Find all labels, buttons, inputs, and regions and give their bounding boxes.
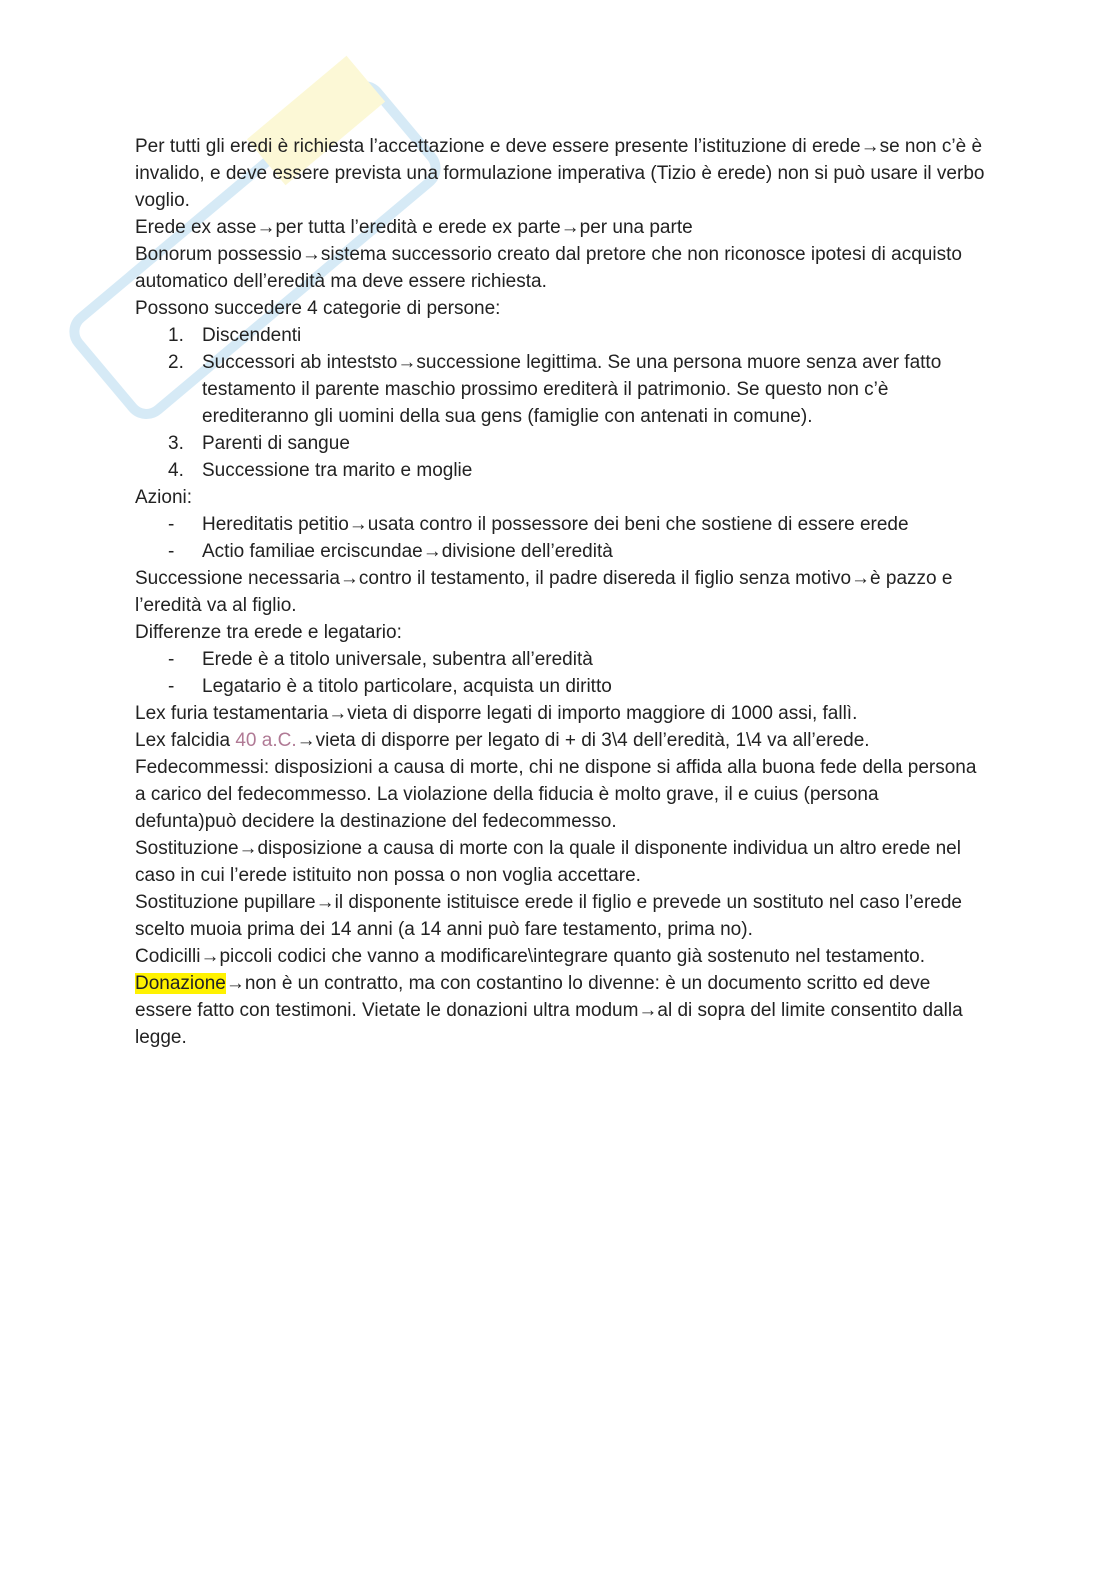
lex-falcidia-text: →vieta di disporre per legato di + di 3\4 dell’eredità, 1\4 va all’erede. (296, 730, 870, 751)
list-item (135, 322, 985, 349)
list-item (135, 646, 985, 673)
azioni-heading: Azioni: (135, 487, 193, 508)
paragraph-lex-falcidia (135, 727, 985, 754)
paragraph-lex-furia: Lex furia testamentaria→vieta di disporre legati di importo maggiore di 1000 assi, fallì. (135, 703, 858, 724)
paragraph-categorie: Possono succedere 4 categorie di persone: (135, 298, 501, 319)
list-item-text: Discendenti (202, 325, 302, 346)
list-item-text: Erede è a titolo universale, subentra all’eredità (202, 649, 593, 670)
paragraph-donazione (135, 970, 985, 1051)
paragraph-sostituzione-pupillare: Sostituzione pupillare→il disponente istituisce erede il figlio e prevede un sostituto nel caso l’erede scelto muoia prima dei 14 anni (a 14 anni può fare testamento, prima no). (135, 892, 962, 940)
lex-falcidia-label: Lex falcidia (135, 730, 236, 751)
list-marker: - (168, 676, 175, 697)
paragraph-accettazione: Per tutti gli eredi è richiesta l’accettazione e deve essere presente l’istituzione di erede→se non c’è è invalido, e deve essere prevista una formulazione imperativa (Tizio è erede) non si può usare il verbo voglio. (135, 136, 985, 211)
date-link[interactable]: 40 a.C. (235, 730, 297, 751)
donazione-text: →non è un contratto, ma con costantino lo divenne: è un documento scritto ed deve essere fatto con testimoni. Vietate le donazioni ultra modum→al di sopra del limite consentito dalla legge. (135, 973, 963, 1048)
list-item-text: Successori ab inteststo→successione legittima. Se una persona muore senza aver fatto testamento il parente maschio prossimo erediterà il patrimonio. Se questo non c’è erediteranno gli uomini della sua gens (famiglie con antenati in comune). (202, 352, 942, 427)
list-marker: - (168, 649, 175, 670)
paragraph-fedecommessi: Fedecommessi: disposizioni a causa di morte, chi ne dispone si affida alla buona fede della persona a carico del fedecommesso. La violazione della fiducia è molto grave, il e cuius (persona defunta)può decidere la destinazione del fedecommesso. (135, 757, 977, 832)
list-item-text: Legatario è a titolo particolare, acquista un diritto (202, 676, 612, 697)
differenze-heading: Differenze tra erede e legatario: (135, 622, 402, 643)
list-marker: - (168, 514, 175, 535)
paragraph-successione-necessaria: Successione necessaria→contro il testamento, il padre disereda il figlio senza motivo→è pazzo e l’eredità va al figlio. (135, 568, 953, 616)
document-body (135, 133, 985, 1051)
list-marker: 2. (168, 352, 184, 373)
list-item (135, 511, 985, 538)
list-item-text: Successione tra marito e moglie (202, 460, 473, 481)
list-item-text: Parenti di sangue (202, 433, 350, 454)
list-item (135, 457, 985, 484)
list-marker: 3. (168, 433, 184, 454)
list-marker: 1. (168, 325, 184, 346)
paragraph-erede-ex-asse: Erede ex asse→per tutta l’eredità e erede ex parte→per una parte (135, 217, 693, 238)
list-item (135, 538, 985, 565)
azioni-list (135, 511, 985, 565)
list-item-text: Hereditatis petitio→usata contro il possessore dei beni che sostiene di essere erede (202, 514, 909, 535)
paragraph-codicilli: Codicilli→piccoli codici che vanno a modificare\integrare quanto già sostenuto nel testamento. (135, 946, 925, 967)
list-item-text: Actio familiae erciscundae→divisione dell’eredità (202, 541, 613, 562)
highlighted-term: Donazione (135, 973, 226, 994)
list-item (135, 349, 985, 430)
categories-list (135, 322, 985, 484)
list-item (135, 673, 985, 700)
paragraph-sostituzione: Sostituzione→disposizione a causa di morte con la quale il disponente individua un altro erede nel caso in cui l’erede istituito non possa o non voglia accettare. (135, 838, 961, 886)
differenze-list (135, 646, 985, 700)
paragraph-bonorum-possessio: Bonorum possessio→sistema successorio creato dal pretore che non riconosce ipotesi di acquisto automatico dell’eredità ma deve essere richiesta. (135, 244, 962, 292)
list-marker: 4. (168, 460, 184, 481)
list-marker: - (168, 541, 175, 562)
list-item (135, 430, 985, 457)
